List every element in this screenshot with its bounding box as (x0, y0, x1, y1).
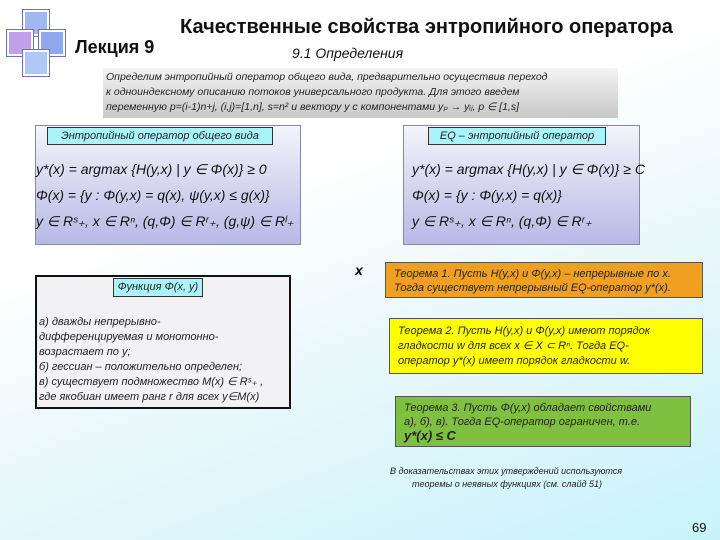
formula: Φ(x) = {y : Φ(y,x) = q(x), ψ(y,x) ≤ g(x)} (36, 187, 270, 203)
theorem-line: оператор y*(x) имеет порядок гладкости w. (398, 355, 631, 367)
theorem-line: гладкости w для всех x ∈ X ⊂ Rⁿ. Тогда EQ- (398, 340, 629, 352)
formula: y*(x) = argmax {H(y,x) | y ∈ Φ(x)} ≥ 0 (36, 161, 267, 177)
theorem-line: а), б), в). Тогда EQ-оператор ограничен, т.е. (404, 416, 641, 428)
footnote-line: теоремы о неявных функциях (см. слайд 51) (412, 479, 602, 489)
page-number: 69 (692, 520, 707, 535)
page-title: Качественные свойства энтропийного оператора (180, 16, 673, 38)
function-box (35, 275, 291, 409)
x-mark: x (355, 262, 363, 278)
theorem-2 (389, 318, 703, 374)
property-line: возрастает по y; (39, 346, 131, 358)
property-line: где якобиан имеет ранг r для всех y∈M(x) (39, 391, 260, 403)
eq-operator-box (403, 125, 645, 245)
logo (5, 8, 70, 78)
property-line: а) дважды непрерывно- (39, 316, 161, 328)
intro-line: переменную p=(i-1)n+j, (i,j)=[1,n], s=n² и вектору y с компонентами yₚ → yᵢⱼ, p ∈ [1,s] (106, 101, 520, 113)
theorem-1 (385, 262, 703, 298)
property-line: б) гессиан – положительно определен; (39, 361, 243, 373)
general-operator-box (35, 125, 301, 245)
theorem-line: Теорема 3. Пусть Φ(y,x) обладает свойствами (404, 402, 652, 414)
theorem-3 (395, 396, 691, 447)
intro-text (103, 68, 618, 118)
theorem-line: Теорема 1. Пусть H(y,x) и Φ(y,x) – непрерывные по x. (394, 268, 671, 280)
intro-line: Определим энтропийный оператор общего вида, предварительно осуществив переход (106, 71, 548, 83)
theorem-line: y*(x) ≤ C (404, 428, 456, 443)
general-operator-label: Энтропийный оператор общего вида (47, 127, 273, 145)
property-line: в) существует подмножество M(x) ∈ Rˢ₊ , (39, 376, 264, 388)
formula: y*(x) = argmax {H(y,x) | y ∈ Φ(x)} ≥ C (412, 161, 645, 177)
formula: y ∈ Rˢ₊, x ∈ Rⁿ, (q,Φ) ∈ Rʳ₊ (412, 213, 593, 229)
function-label: Функция Φ(x, y) (113, 278, 203, 297)
formula: y ∈ Rˢ₊, x ∈ Rⁿ, (q,Φ) ∈ Rʳ₊, (g,ψ) ∈ Rˡ₊ (36, 213, 294, 229)
intro-line: к одноиндексному описанию потоков универсального продукта. Для этого введем (106, 86, 520, 98)
property-line: дифференцируемая и монотонно- (39, 331, 219, 343)
theorem-line: Тогда существует непрерывный EQ-оператор y*(x). (394, 282, 671, 294)
lecture-label: Лекция 9 (75, 37, 155, 57)
footnote (390, 465, 622, 491)
theorem-line: Теорема 2. Пусть H(y,x) и Φ(y,x) имеют порядок (398, 325, 650, 337)
formula: Φ(x) = {y : Φ(y,x) = q(x)} (412, 187, 562, 203)
section-subtitle: 9.1 Определения (292, 45, 404, 61)
footnote-line: В доказательствах этих утверждений используются (390, 466, 623, 476)
eq-operator-label: EQ – энтропийный оператор (428, 127, 606, 145)
